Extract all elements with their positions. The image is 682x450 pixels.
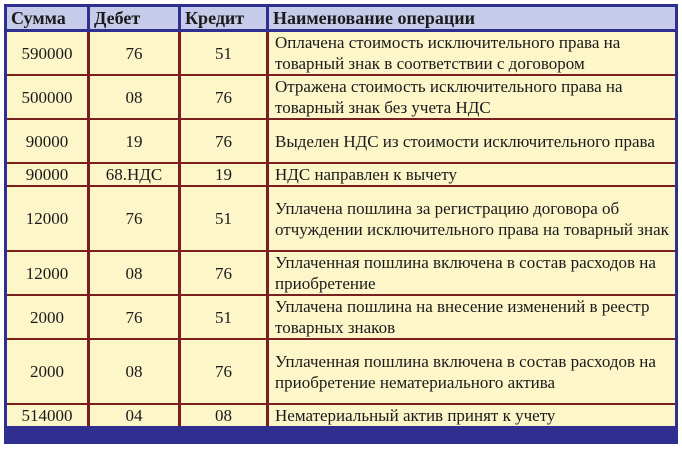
cell-debit: 76	[90, 296, 181, 340]
header-operation-name: Наименование операции	[269, 7, 675, 32]
cell-credit: 76	[181, 252, 269, 296]
cell-sum: 2000	[7, 296, 90, 340]
cell-credit: 76	[181, 120, 269, 164]
cell-debit: 04	[90, 405, 181, 426]
header-debit: Дебет	[90, 7, 181, 32]
table-row	[7, 405, 675, 426]
cell-sum: 590000	[7, 32, 90, 76]
table-row	[7, 164, 675, 187]
table-row	[7, 252, 675, 296]
table-frame	[4, 4, 678, 444]
cell-credit: 76	[181, 76, 269, 120]
cell-operation-name: Уплаченная пошлина включена в состав расходов на приобретение нематериального актива	[269, 340, 675, 405]
cell-debit: 19	[90, 120, 181, 164]
cell-sum: 500000	[7, 76, 90, 120]
cell-credit: 51	[181, 32, 269, 76]
cell-operation-name: Уплаченная пошлина включена в состав расходов на приобретение	[269, 252, 675, 296]
table-row	[7, 76, 675, 120]
cell-debit: 08	[90, 340, 181, 405]
table-row	[7, 187, 675, 252]
header-sum: Сумма	[7, 7, 90, 32]
cell-sum: 90000	[7, 164, 90, 187]
cell-debit: 68.НДС	[90, 164, 181, 187]
table-row	[7, 32, 675, 76]
cell-operation-name: Отражена стоимость исключительного права на товарный знак без учета НДС	[269, 76, 675, 120]
operations-table	[7, 7, 675, 426]
cell-operation-name: Уплачена пошлина на внесение изменений в реестр товарных знаков	[269, 296, 675, 340]
cell-sum: 12000	[7, 187, 90, 252]
table-row	[7, 120, 675, 164]
cell-debit: 76	[90, 187, 181, 252]
cell-sum: 2000	[7, 340, 90, 405]
cell-credit: 51	[181, 296, 269, 340]
table-header-row	[7, 7, 675, 32]
cell-operation-name: Уплачена пошлина за регистрацию договора об отчуждении исключительного права на товарный знак	[269, 187, 675, 252]
cell-operation-name: Нематериальный актив принят к учету	[275, 406, 556, 425]
cell-debit: 08	[90, 252, 181, 296]
table-row	[7, 340, 675, 405]
cell-operation-name: Выделен НДС из стоимости исключительного права	[269, 120, 675, 164]
cell-credit: 19	[181, 164, 269, 187]
cell-credit: 76	[181, 340, 269, 405]
cell-operation-name: Оплачена стоимость исключительного права на товарный знак в соответствии с договором	[269, 32, 675, 76]
cell-credit: 51	[181, 187, 269, 252]
cell-sum: 514000	[7, 405, 90, 426]
cell-operation-name: НДС направлен к вычету	[269, 164, 675, 187]
cell-sum: 12000	[7, 252, 90, 296]
cell-sum: 90000	[7, 120, 90, 164]
cell-debit: 76	[90, 32, 181, 76]
cell-credit: 08	[181, 405, 269, 426]
table-row	[7, 296, 675, 340]
header-credit: Кредит	[181, 7, 269, 32]
cell-debit: 08	[90, 76, 181, 120]
